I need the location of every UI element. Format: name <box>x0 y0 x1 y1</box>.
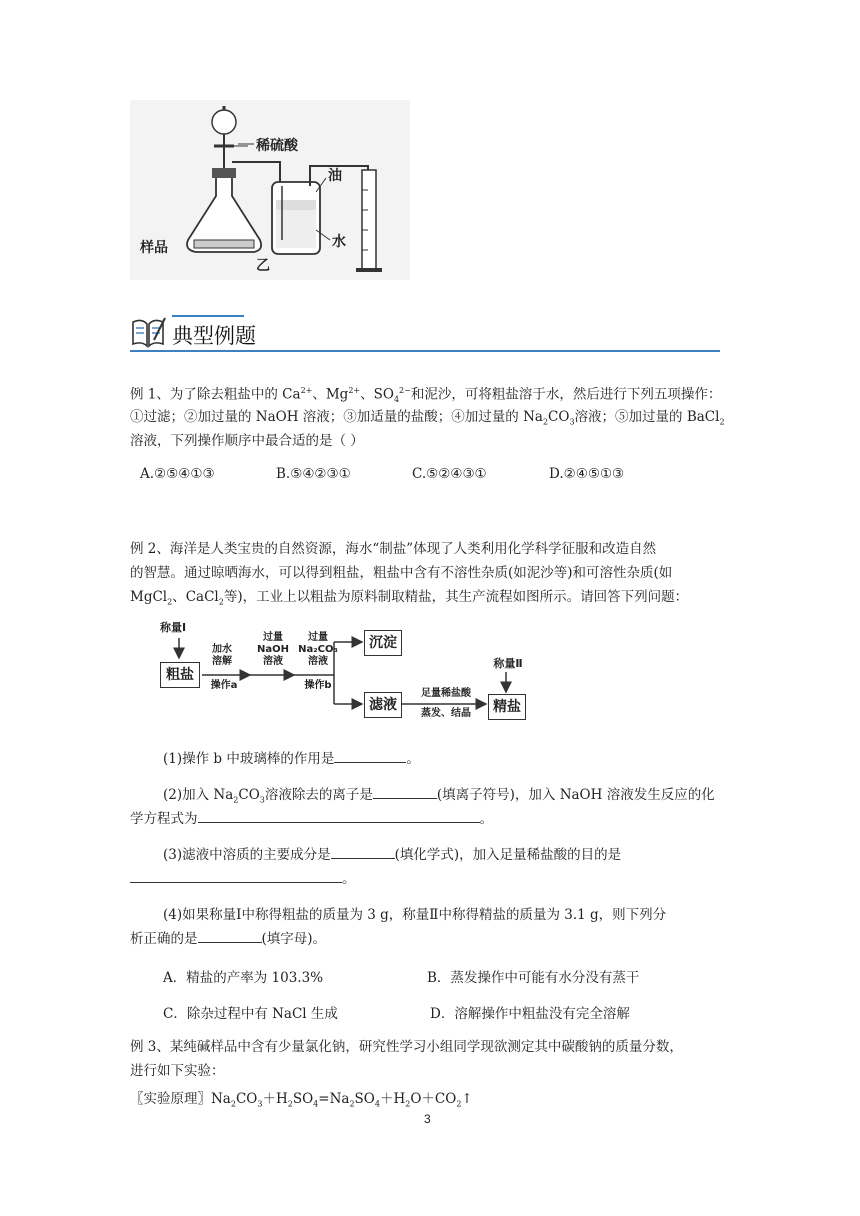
ex2-option-a: A．精盐的产率为 103.3% <box>163 970 324 986</box>
flow-weigh2: 称量Ⅱ <box>493 657 523 670</box>
ex1-option-b: B.⑤④②③① <box>276 466 351 482</box>
ex1-option-a: A.②⑤④①③ <box>140 466 215 482</box>
ex2-q2-line1: (2)加入 $Na_2CO_3$溶液除去的离子是 (填离子符号)，加入 NaOH 溶液发生反应的化 <box>163 782 763 814</box>
flow-filtrate: 滤液 <box>364 692 402 718</box>
flow-evaporate: 蒸发、结晶 <box>421 708 471 719</box>
ex2-q1: (1)操作 b 中玻璃棒的作用是 。 <box>163 746 763 772</box>
flow-naoh: 过量 NaOH 溶液 <box>257 632 289 667</box>
section-top-rule <box>172 315 244 317</box>
ex2-line1: 例 2、海洋是人类宝贵的自然资源，海水“制盐”体现了人类利用化学科学征服和改造自然 <box>130 541 657 557</box>
flow-refined-salt: 精盐 <box>488 694 526 720</box>
sample-label: 样品 <box>140 240 168 256</box>
ex1-option-c: C.⑤②④③① <box>412 466 487 482</box>
acid-label: 稀硫酸 <box>256 138 298 154</box>
ex1-line3: 溶液，下列操作顺序中最合适的是（ ） <box>130 433 364 449</box>
ex2-q4-line1: (4)如果称量Ⅰ中称得粗盐的质量为 3 g，称量Ⅱ中称得精盐的质量为 3.1 g，则下列分 <box>163 907 667 923</box>
answer-blank[interactable] <box>373 784 437 799</box>
page-number: 3 <box>424 1112 431 1126</box>
ex1-line1: 例 1、为了除去粗盐中的 $Ca^{2+}$、$Mg^{2+}$、$SO_4^{2-}$和泥沙，可将粗盐溶于水，然后进行下列五项操作： <box>130 386 722 405</box>
answer-blank[interactable] <box>198 808 480 823</box>
answer-blank[interactable] <box>130 868 342 883</box>
flow-na2co3: 过量 Na₂CO₃ 溶液 <box>298 632 338 667</box>
flow-weigh1: 称量Ⅰ <box>160 621 187 634</box>
ex2-line2: 的智慧。通过晾晒海水，可以得到粗盐，粗盐中含有不溶性杂质(如泥沙等)和可溶性杂质(如 <box>130 565 673 581</box>
section-divider <box>130 350 720 352</box>
ex2-q3-line2: 。 <box>130 866 730 892</box>
flow-precipitate: 沉淀 <box>364 630 402 656</box>
answer-blank[interactable] <box>334 748 406 763</box>
flask-label: 乙 <box>256 258 270 274</box>
ex3-principle: 〖实验原理〗$Na_2CO_3+H_2SO_4=Na_2SO_4+H_2O+CO_2↑$ <box>130 1091 473 1109</box>
answer-blank[interactable] <box>331 844 395 859</box>
flowchart <box>158 620 538 730</box>
ex3-line2: 进行如下实验： <box>130 1063 225 1079</box>
ex3-line1: 例 3、某纯碱样品中含有少量氯化钠，研究性学习小组同学现欲测定其中碳酸钠的质量分数， <box>130 1039 683 1055</box>
flow-op-b: 操作b <box>304 680 332 691</box>
oil-label: 油 <box>328 168 342 184</box>
ex1-option-d: D.②④⑤①③ <box>549 466 625 482</box>
flow-op-a: 操作a <box>210 680 238 691</box>
ex2-option-b: B．蒸发操作中可能有水分没有蒸干 <box>427 970 640 986</box>
ex2-line3: MgCl$_2$、CaCl$_2$等)，工业上以粗盐为原料制取精盐，其生产流程如图所示。请回答下列问题： <box>130 589 689 607</box>
answer-blank[interactable] <box>198 928 262 943</box>
ex1-line2: ①过滤；②加过量的 NaOH 溶液；③加适量的盐酸；④加过量的 $Na_2CO_3$溶液；⑤加过量的 BaCl$_2$ <box>130 409 725 427</box>
flow-crude-salt: 粗盐 <box>160 662 200 688</box>
apparatus-figure <box>130 100 410 280</box>
section-title: 典型例题 <box>172 324 256 348</box>
ex2-q2-line2: 学方程式为 。 <box>130 806 730 832</box>
flow-add-water: 加水 溶解 <box>212 644 232 667</box>
ex2-option-c: C．除杂过程中有 NaCl 生成 <box>163 1006 338 1022</box>
ex2-q3-line1: (3)滤液中溶质的主要成分是 (填化学式)，加入足量稀盐酸的目的是 <box>163 842 763 868</box>
flow-hcl: 足量稀盐酸 <box>421 688 471 699</box>
ex2-q4-line2: 析正确的是 (填字母)。 <box>130 926 730 952</box>
water-label: 水 <box>332 234 346 250</box>
notebook-icon <box>130 316 166 350</box>
ex2-option-d: D．溶解操作中粗盐没有完全溶解 <box>430 1006 630 1022</box>
